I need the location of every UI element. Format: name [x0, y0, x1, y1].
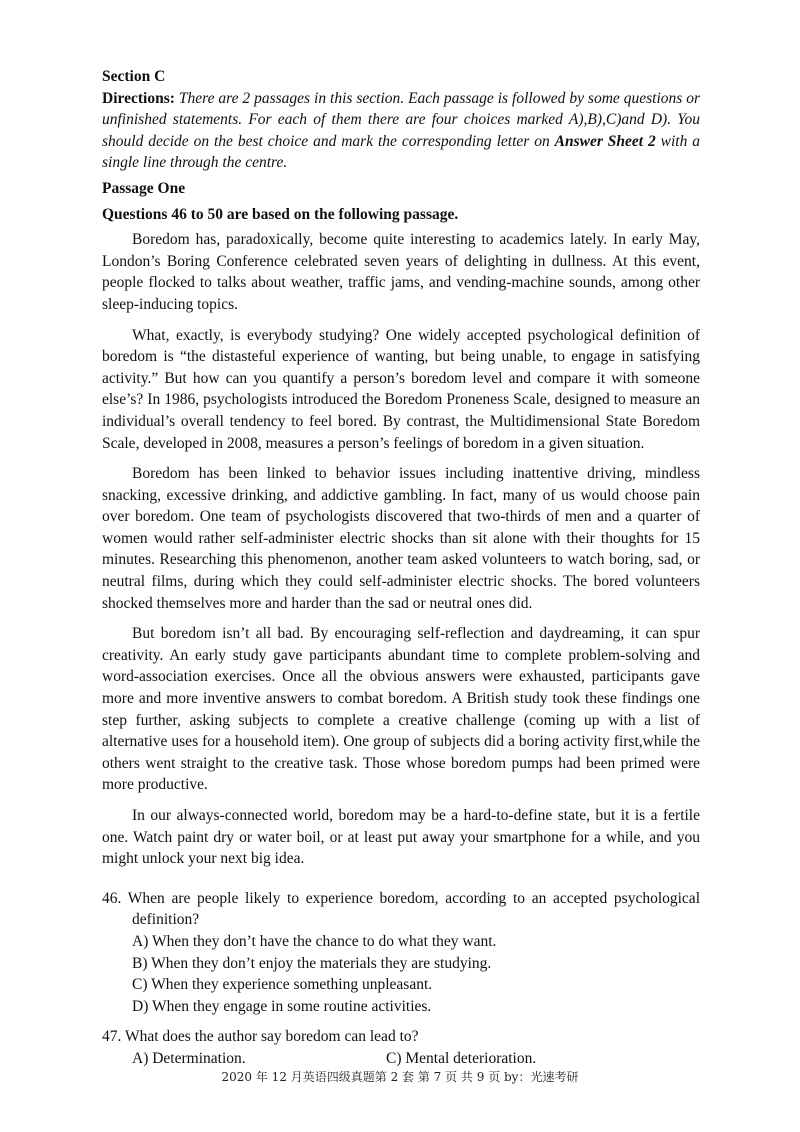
page-footer: 2020 年 12 月英语四级真题第 2 套 第 7 页 共 9 页 by：光速考研	[221, 1070, 579, 1084]
passage-intro: Questions 46 to 50 are based on the following passage.	[102, 205, 459, 223]
question-47-stem: 47. What does the author say boredom can lead to?	[102, 1028, 419, 1046]
directions-label: Directions:	[102, 89, 175, 107]
directions	[102, 88, 700, 174]
directions-text-1: There are 2 passages in this section. Each passage is followed by some questions or unfinished statements. For each of them there are four choices marked A),B),C)and D). You should decide on the best choice and mark the corresponding letter on	[102, 89, 701, 150]
answer-sheet-label: Answer Sheet 2	[554, 132, 656, 150]
question-47-choices	[102, 1048, 700, 1070]
question-46-choice-a[interactable]: A) When they don’t have the chance to do what they want.	[132, 932, 497, 950]
paragraph-2: What, exactly, is everybody studying? One widely accepted psychological definition of boredom is “the distasteful experience of wanting, but being unable, to engage in satisfying activity.” But how can you quantify a person’s boredom level and compare it with someone else’s? In 1986, psychologists introduced the Boredom Proneness Scale, designed to measure an individual’s overall tendency to feel bored. By contrast, the Multidimensional State Boredom Scale, developed in 2008, measures a person’s feelings of boredom in a given situation.	[102, 326, 700, 452]
question-47	[102, 1026, 700, 1069]
directions-text-2: with a single line through the centre.	[102, 132, 700, 172]
question-46	[102, 888, 700, 1018]
question-46-stem: 46. When are people likely to experience boredom, according to an accepted psychological definition?	[102, 889, 700, 929]
section-title: Section C	[102, 68, 166, 85]
paragraph-1: Boredom has, paradoxically, become quite interesting to academics lately. In early May, London’s Boring Conference celebrated seven years of delighting in dullness. At this event, people flocked to talks about weather, traffic jams, and vending-machine sounds, among other sleep-inducing topics.	[102, 231, 700, 313]
question-47-choice-c[interactable]: C) Mental deterioration.	[386, 1049, 537, 1067]
page-content	[102, 66, 700, 1070]
passage-title: Passage One	[102, 179, 186, 197]
paragraph-5: In our always-connected world, boredom may be a hard-to-define state, but it is a fertile one. Watch paint dry or water boil, or at least put away your smartphone for a while, and you might unlock your next big idea.	[102, 807, 700, 868]
question-46-choice-c[interactable]: C) When they experience something unpleasant.	[132, 976, 433, 994]
question-47-choice-a[interactable]: A) Determination.	[132, 1049, 246, 1067]
paragraph-3: Boredom has been linked to behavior issues including inattentive driving, mindless snacking, excessive drinking, and addictive gambling. In fact, many of us would choose pain over boredom. One team of psychologists discovered that two-thirds of men and a quarter of women would rather self-administer electric shocks than sit alone with their thoughts for 15 minutes. Researching this phenomenon, another team asked volunteers to watch boring, sad, or neutral films, during which they could self-administer electric shocks. The bored volunteers shocked themselves more and harder than the sad or neutral ones did.	[102, 465, 700, 612]
question-46-choice-d[interactable]: D) When they engage in some routine activities.	[132, 997, 432, 1015]
question-46-choice-b[interactable]: B) When they don’t enjoy the materials they are studying.	[132, 954, 492, 972]
paragraph-4: But boredom isn’t all bad. By encouraging self-reflection and daydreaming, it can spur creativity. An early study gave participants abundant time to complete problem-solving and word-association exercises. Once all the obvious answers were exhausted, participants gave more and more inventive answers to combat boredom. A British study took these findings one step further, asking subjects to complete a creative challenge (coming up with a list of alternative uses for a household item). One group of subjects did a boring activity first,while the others went straight to the creative task. Those whose boredom pumps had been primed were more productive.	[102, 625, 700, 794]
